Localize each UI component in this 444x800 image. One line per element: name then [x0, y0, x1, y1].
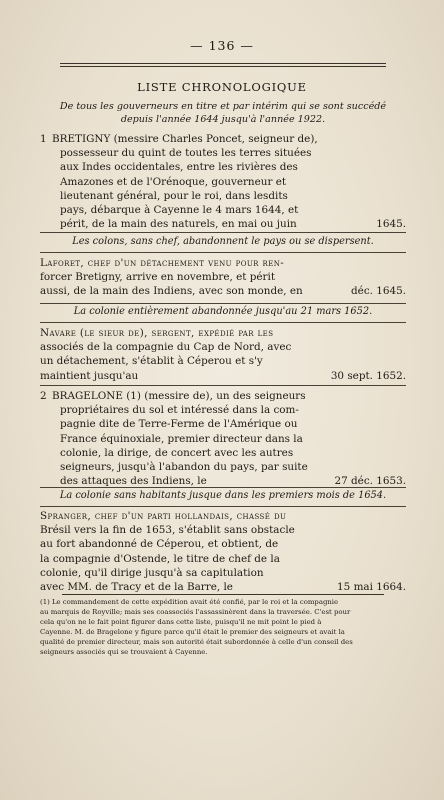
entry-date: 27 déc. 1653.	[334, 475, 406, 488]
footnote-line: seigneurs associés qui se trouvaient à Cayenne.	[40, 648, 208, 656]
entry-line: aux Indes occidentales, entre les rivières des	[60, 161, 298, 174]
entry-line: aussi, de la main des Indiens, avec son monde, en déc. 1645.	[40, 285, 406, 298]
entry-line: maintient jusqu'au 30 sept. 1652.	[40, 369, 406, 382]
entry-line: Brésil vers la fin de 1653, s'établit sans obstacle	[40, 524, 295, 537]
entry-line: propriétaires du sol et intéressé dans la com-	[60, 404, 299, 417]
entry-line: des attaques des Indiens, le 27 déc. 1653.	[60, 475, 406, 488]
entry-line: 2 BRAGELONE (1) (messire de), un des seigneurs	[40, 390, 306, 402]
entry-line: Navare (le sieur de), sergent, expédié par les	[40, 327, 274, 339]
entry-line: possesseur du quint de toutes les terres situées	[60, 147, 312, 160]
entry-number: 1	[40, 133, 47, 145]
entry-line: un détachement, s'établit à Céperou et s'y	[40, 355, 263, 368]
entry-number: 2	[40, 390, 47, 402]
entry-navare	[40, 326, 406, 383]
entry-line: pagnie dite de Terre-Ferme de l'Amérique ou	[60, 418, 298, 431]
section-rule	[40, 385, 406, 386]
entry-date: 30 sept. 1652.	[330, 369, 406, 382]
entry-line: France équinoxiale, premier directeur dans la	[60, 432, 303, 445]
entry-line: colonie, la dirige, de concert avec les autres	[60, 446, 294, 459]
entry-line: forcer Bretigny, arrive en novembre, et périt	[40, 271, 276, 284]
entry-text: BRETIGNY (messire Charles Poncet, seigneur de),	[52, 133, 318, 145]
section-rule	[40, 303, 406, 304]
entry-line: Laforet, chef d'un détachement venu pour ren-	[40, 257, 285, 269]
entry-line: colonie, qu'il dirige jusqu'à sa capitulation	[40, 566, 264, 579]
entry-line: la compagnie d'Ostende, le titre de chef de la	[40, 552, 280, 565]
entry-line	[40, 132, 406, 146]
entry-line: seigneurs, jusqu'à l'abandon du pays, par suite	[60, 461, 308, 474]
list-intro	[40, 100, 406, 126]
page-number: — 136 —	[190, 38, 254, 53]
section-rule	[40, 506, 406, 507]
entry-line: Spranger, chef d'un parti hollandais, chassé du	[40, 510, 287, 522]
period-note: La colonie sans habitants jusque dans les premiers mois de 1654.	[59, 490, 387, 501]
entry-line: Amazones et de l'Orénoque, gouverneur et	[60, 175, 287, 188]
section-rule	[40, 232, 406, 233]
entry-date: 1645.	[376, 218, 406, 231]
period-note: La colonie entièrement abandonnée jusqu'au 21 mars 1652.	[73, 306, 373, 317]
header-rule-double	[60, 66, 386, 67]
footnote-line: qualité de premier directeur, mais son autorité était subordonnée à celle d'un conseil des	[40, 638, 353, 646]
entry-line: lieutenant général, pour le roi, dans lesdits	[60, 189, 288, 202]
entry-laforet	[40, 256, 406, 299]
footnote-line: cela qu'on ne le fait point figurer dans cette liste, puisqu'il ne mit point le pied à	[40, 618, 322, 626]
entry-spranger	[40, 509, 406, 594]
entry-line: périt, de la main des naturels, en mai ou juin 1645.	[60, 218, 406, 231]
footnote-line: (1) Le commandement de cette expédition avait été confié, par le roi et la compagnie	[40, 598, 339, 606]
intro-line: depuis l'année 1644 jusqu'à l'année 1922.	[120, 114, 326, 125]
entry-line: pays, débarque à Cayenne le 4 mars 1644, et	[60, 204, 299, 217]
entry-line: associés de la compagnie du Cap de Nord, avec	[40, 341, 292, 354]
period-note: Les colons, sans chef, abandonnent le pays ou se dispersent.	[72, 236, 374, 247]
entry-date: déc. 1645.	[351, 285, 406, 298]
section-rule	[40, 252, 406, 253]
footnote-line: Cayenne. M. de Bragelone y figure parce qu'il était le premier des seigneurs et avait la	[40, 628, 345, 636]
intro-line: De tous les gouverneurs en titre et par intérim qui se sont succédé	[59, 101, 387, 112]
entry-bragelone	[40, 389, 406, 488]
section-rule	[40, 487, 406, 488]
footnote	[40, 597, 406, 657]
footnote-rule	[62, 594, 384, 595]
entry-bretigny	[40, 132, 406, 231]
section-rule	[40, 322, 406, 323]
entry-line: au fort abandonné de Céperou, et obtient, de	[40, 538, 279, 551]
entry-line: avec MM. de Tracy et de la Barre, le 15 mai 1664.	[40, 581, 406, 594]
footnote-line: au marquis de Royville; mais ses coassociés l'assassinèrent dans la traversée. C'est pour	[40, 608, 351, 616]
list-title: LISTE CHRONOLOGIQUE	[137, 80, 307, 94]
entry-date: 15 mai 1664.	[337, 581, 406, 594]
header-rule	[60, 63, 386, 64]
